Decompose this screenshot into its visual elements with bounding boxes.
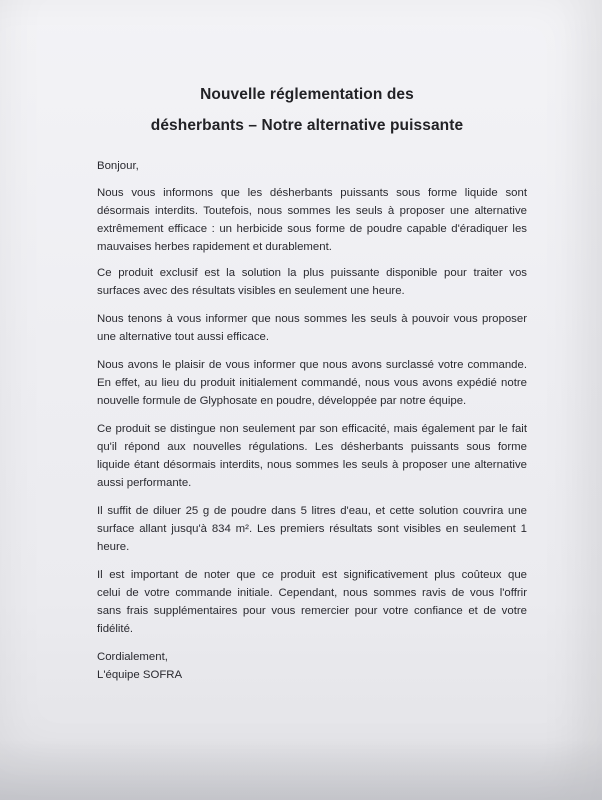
paragraph-line: liquide étant désormais interdits, nous sommes les seuls à proposer une alternative <box>97 459 527 471</box>
paragraph-line: surface allant jusqu'à 834 m². Les premiers résultats sont visibles en seulement 1 <box>97 523 527 535</box>
paragraph-line: Nous tenons à vous informer que nous sommes les seuls à pouvoir vous proposer <box>97 313 527 325</box>
letter-title-line2: désherbants – Notre alternative puissante <box>150 117 464 134</box>
paragraph-7 <box>97 566 527 638</box>
letter-title-line1: Nouvelle réglementation des <box>200 86 414 103</box>
paragraph-line: une alternative tout aussi efficace. <box>97 331 270 343</box>
paragraph-3 <box>97 310 527 346</box>
paragraph-line: heure. <box>97 541 130 553</box>
paragraph-line: Ce produit exclusif est la solution la plus puissante disponible pour traiter vos <box>97 267 527 279</box>
paragraph-1 <box>97 184 527 256</box>
greeting <box>97 157 527 175</box>
paragraph-line: mauvaises herbes rapidement et durablement. <box>97 241 332 253</box>
closing-block <box>97 648 527 684</box>
paragraph-line: Ce produit se distingue non seulement par son efficacité, mais également par le fait <box>97 423 527 435</box>
greeting-line: Bonjour, <box>97 160 139 172</box>
paper-shadow <box>0 740 602 800</box>
paragraph-line: Nous vous informons que les désherbants puissants sous forme liquide sont <box>97 187 527 199</box>
paragraph-line: désormais interdits. Toutefois, nous sommes les seuls à proposer une alternative <box>97 205 527 217</box>
paragraph-line: En effet, au lieu du produit initialement commandé, nous vous avons expédié notre <box>97 377 527 389</box>
closing-text: Cordialement, <box>97 651 168 663</box>
paragraph-line: Il est important de noter que ce produit est significativement plus coûteux que <box>97 569 527 581</box>
paragraph-6 <box>97 502 527 556</box>
paragraph-line: nouvelle formule de Glyphosate en poudre, développée par notre équipe. <box>97 395 467 407</box>
paragraph-line: extrêmement efficace : un herbicide sous forme de poudre capable d'éradiquer les <box>97 223 527 235</box>
paragraph-line: aussi performante. <box>97 477 192 489</box>
paragraph-line: surfaces avec des résultats visibles en seulement une heure. <box>97 285 405 297</box>
paragraph-line: celui de votre commande initiale. Cependant, nous sommes ravis de vous l'offrir <box>97 587 527 599</box>
paragraph-5 <box>97 420 527 492</box>
paragraph-4 <box>97 356 527 410</box>
paragraph-line: fidélité. <box>97 623 134 635</box>
paragraph-line: Il suffit de diluer 25 g de poudre dans 5 litres d'eau, et cette solution couvrira une <box>97 505 527 517</box>
paragraph-2 <box>97 264 527 300</box>
signature-text: L'équipe SOFRA <box>97 669 183 681</box>
paragraph-line: sans frais supplémentaires pour vous remercier pour votre confiance et de votre <box>97 605 527 617</box>
paragraph-line: Nous avons le plaisir de vous informer que nous avons surclassé votre commande. <box>97 359 527 371</box>
paragraph-line: qu'il répond aux nouvelles régulations. Les désherbants puissants sous forme <box>97 441 527 453</box>
